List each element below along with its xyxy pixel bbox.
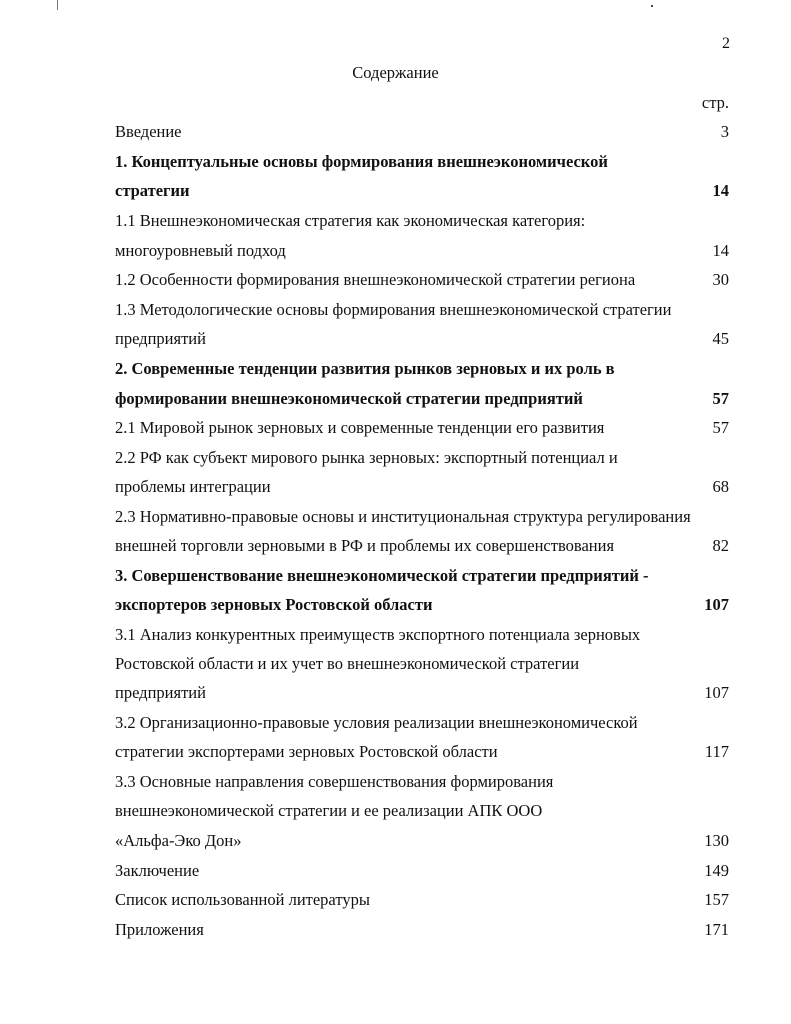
page-title: Содержание [352,63,439,82]
toc-line [115,919,729,941]
toc-line [115,417,729,439]
toc-line [115,771,729,793]
page-number: 2 [722,35,730,52]
toc-line [115,180,729,202]
toc-line-text: формировании внешнеэкономической стратегии предприятий [115,389,583,408]
toc-line-page: 117 [704,742,729,761]
toc-line-page: 171 [704,920,729,939]
toc-line-text: 3. Совершенствование внешнеэкономической стратегии предприятий - [115,566,649,585]
toc-line-text: 2.3 Нормативно-правовые основы и институциональная структура регулирования [115,507,691,526]
toc-line-page: 82 [712,536,729,555]
toc-line [115,358,729,380]
toc-line [115,240,729,262]
toc-line [115,682,729,704]
toc-line-text: предприятий [115,683,206,702]
toc-line [115,476,729,498]
toc-line-text: 3.2 Организационно-правовые условия реализации внешнеэкономической [115,713,638,732]
toc-line-text: 2. Современные тенденции развития рынков зерновых и их роль в [115,359,615,378]
toc-line-text: 1. Концептуальные основы формирования внешнеэкономической [115,152,608,171]
toc-line-text: Ростовской области и их учет во внешнеэкономической стратегии [115,654,580,673]
toc-line [115,328,729,350]
toc-line-page: 130 [704,831,729,850]
toc-line-text: 1.2 Особенности формирования внешнеэкономической стратегии региона [115,270,636,289]
toc-line-text: «Альфа-Эко Дон» [115,831,242,850]
toc-line [115,830,729,852]
toc-line [115,741,729,763]
toc-line-page: 149 [704,861,729,880]
toc-line [115,624,729,646]
toc-line-text: Приложения [115,920,204,939]
toc-line-text: 1.3 Методологические основы формирования внешнеэкономической стратегии [115,300,672,319]
toc-line-page: 157 [704,890,729,909]
toc-line-page: 57 [712,389,729,408]
toc-line [115,565,729,587]
toc-line [115,535,729,557]
toc-line [115,860,729,882]
toc-line-page: 14 [712,241,729,260]
toc-line [115,210,729,232]
toc-line-page: 14 [712,181,729,200]
toc-line-text: 3.3 Основные направления совершенствования формирования [115,772,554,791]
toc-line [115,269,729,291]
toc-line-text: 3.1 Анализ конкурентных преимуществ экспортного потенциала зерновых [115,625,641,644]
toc-line-text: проблемы интеграции [115,477,271,496]
toc-line-page: 45 [712,329,729,348]
toc-line-page: 3 [720,122,729,141]
toc-line [115,506,729,528]
toc-line [115,889,729,911]
toc-line-page: 30 [712,270,729,289]
scan-mark [57,0,58,10]
toc-line-page: 107 [704,595,729,614]
toc-line [115,594,729,616]
toc-line-page: 57 [712,418,729,437]
toc-line-page: 107 [704,683,729,702]
toc-line-text: Список использованной литературы [115,890,370,909]
toc-line-text: внешней торговли зерновыми в РФ и проблемы их совершенствования [115,536,615,555]
toc-line [115,712,729,734]
toc-line-text: стратегии [115,181,190,200]
toc-line-text: внешнеэкономической стратегии и ее реализации АПК ООО [115,801,543,820]
toc-line-page: 68 [712,477,729,496]
toc-line-text: 1.1 Внешнеэкономическая стратегия как экономическая категория: [115,211,586,230]
toc-line [115,299,729,321]
toc-line-text: Введение [115,122,182,141]
toc-line-text: многоуровневый подход [115,241,286,260]
toc-line [115,388,729,410]
toc-line-text: 2.2 РФ как субъект мирового рынка зерновых: экспортный потенциал и [115,448,618,467]
toc-line-text: предприятий [115,329,206,348]
toc-line [115,653,729,675]
toc-line-text: 2.1 Мировой рынок зерновых и современные тенденции его развития [115,418,605,437]
toc-line [115,447,729,469]
toc-line [115,151,729,173]
scan-speck [651,5,653,7]
toc-line [115,800,729,822]
toc-line [115,121,729,143]
page-column-header: стр. [701,93,729,112]
toc-line-text: Заключение [115,861,200,880]
toc-line-text: экспортеров зерновых Ростовской области [115,595,433,614]
toc-line-text: стратегии экспортерами зерновых Ростовской области [115,742,498,761]
